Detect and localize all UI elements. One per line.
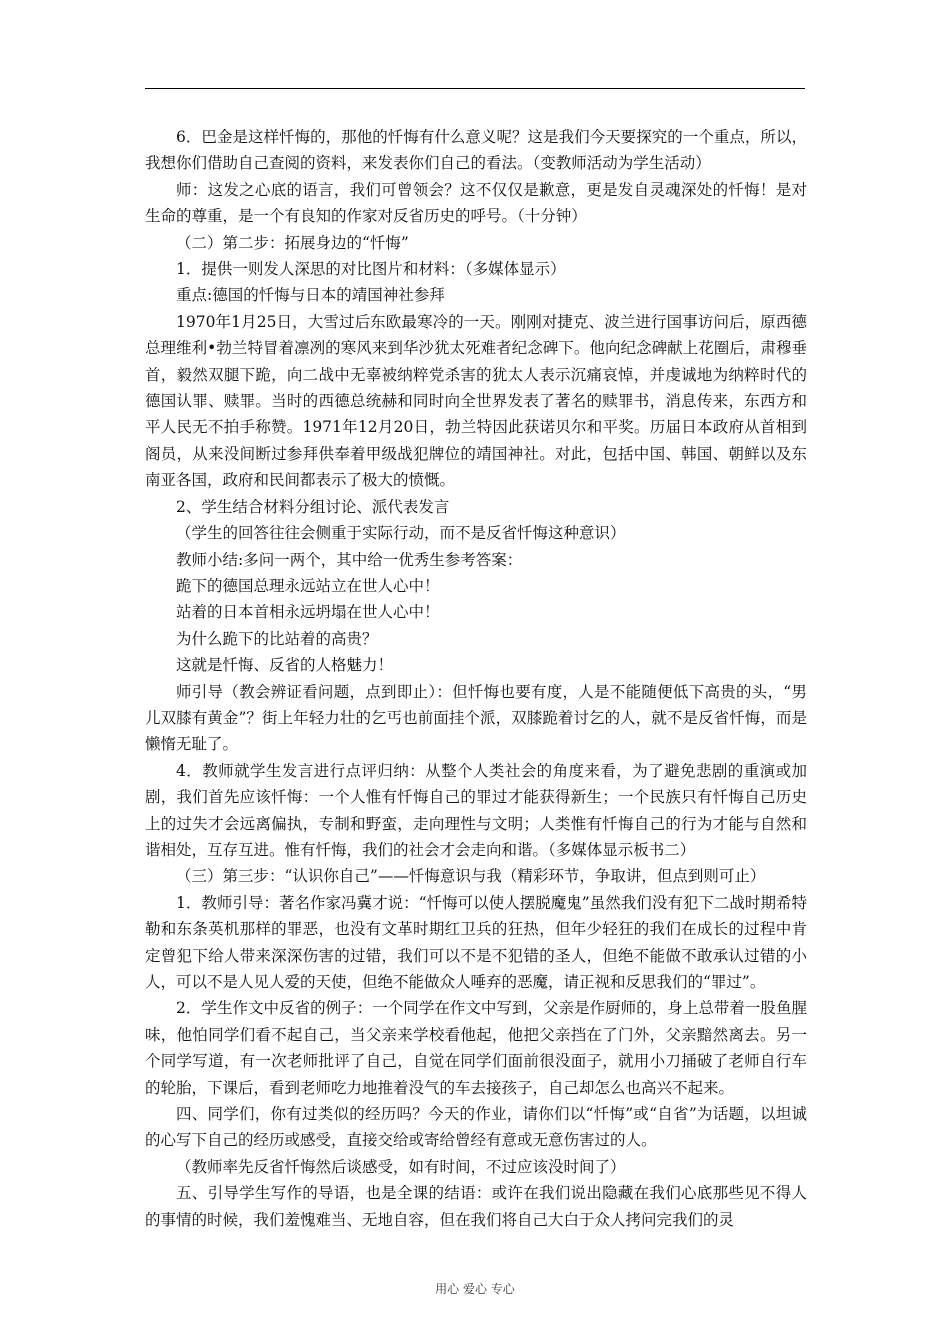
paragraph: 师引导（教会辨证看问题，点到即止）：但忏悔也要有度，人是不能随便低下高贵的头，“男儿双膝有黄金”？街上年轻力壮的乞丐也前面挂个派，双膝跪着讨乞的人，就不是反省忏悔，而是懒惰无耻了。 [145,682,807,754]
paragraph: 为什么跪下的比站着的高贵？ [176,629,378,648]
paragraph: 这就是忏悔、反省的人格魅力！ [176,656,394,675]
paragraph: 2．学生作文中反省的例子：一个同学在作文中写到，父亲是作厨师的，身上总带着一股鱼腥味，他怕同学们看不起自己，当父亲来学校看他起，他把父亲挡在了门外，父亲黯然离去。另一个同学写道，有一次老师批评了自己，自觉在同学们面前很没面子，就用小刀捅破了老师自行车的轮胎，下课后，看到老师吃力地推着没气的车去接孩子，自己却怎么也高兴不起来。 [145,999,807,1097]
paragraph: 重点:德国的忏悔与日本的靖国神社参拜 [176,286,445,305]
paragraph: 4．教师就学生发言进行点评归纳：从整个人类社会的角度来看，为了避免悲剧的重演或加剧，我们首先应该忏悔：一个人惟有忏悔自己的罪过才能获得新生；一个民族只有忏悔自己历史上的过失才会远离偏执，专制和野蛮，走向理性与文明；人类惟有忏悔自己的行为才能与自然和谐相处，互存互进。惟有忏悔，我们的社会才会走向和谐。（多媒体显示板书二） [145,761,807,859]
paragraph: 1．提供一则发人深思的对比图片和材料：（多媒体显示） [176,260,566,279]
paragraph: 1970年1月25日，大雪过后东欧最寒冷的一天。刚刚对捷克、波兰进行国事访问后，原西德总理维利•勃兰特冒着凛冽的寒风来到华沙犹太死难者纪念碑下。他向纪念碑献上花圈后，肃穆垂首，毅然双腿下跪，向二战中无辜被纳粹党杀害的犹太人表示沉痛哀悼，并虔诚地为纳粹时代的德国认罪、赎罪。当时的西德总统赫和同时向全世界发表了著名的赎罪书，消息传来，东西方和平人民无不拍手称赞。1971年12月20日，勃兰特因此获诺贝尔和平奖。历届日本政府从首相到阁员，从来没间断过参拜供奉着甲级战犯牌位的靖国神社。对此，包括中国、韩国、朝鲜以及东南亚各国，政府和民间都表示了极大的愤慨。 [145,312,807,490]
paragraph: （教师率先反省忏悔然后谈感受，如有时间，不过应该没时间了） [176,1157,626,1176]
paragraph: 站着的日本首相永远坍塌在世人心中！ [176,603,440,622]
paragraph: 跪下的德国总理永远站立在世人心中！ [176,576,440,595]
paragraph: 1．教师引导：著名作家冯冀才说：“忏悔可以使人摆脱魔鬼”虽然我们没有犯下二战时期希特勒和东条英机那样的罪恶，也没有文革时期红卫兵的狂热，但年少轻狂的我们在成长的过程中肯定曾犯下给人带来深深伤害的过错，我们可以不是不犯错的圣人，但绝不能做不敢承认过错的小人，可以不是人见人爱的天使，但绝不能做众人唾弃的恶魔，请正视和反思我们的“罪过”。 [145,893,807,991]
section-heading: （三）第三步：“认识你自己”——忏悔意识与我（精彩环节，争取讲，但点到则可止） [176,867,766,886]
paragraph: 五、引导学生写作的导语，也是全课的结语：或许在我们说出隐藏在我们心底那些见不得人的事情的时候，我们羞愧难当、无地自容，但在我们将自己大白于众人拷问完我们的灵 [145,1184,807,1229]
paragraph: 2、学生结合材料分组讨论、派代表发言 [176,497,450,516]
document-body [145,124,807,1233]
paragraph: 师：这发之心底的语言，我们可曾领会？这不仅仅是歉意，更是发自灵魂深处的忏悔！是对生命的尊重，是一个有良知的作家对反省历史的呼号。（十分钟） [145,180,807,226]
paragraph: （学生的回答往往会侧重于实际行动，而不是反省忏悔这种意识） [176,524,626,543]
paragraph: 四、同学们，你有过类似的经历吗？今天的作业，请你们以“忏悔”或“自省”为话题，以坦诚的心写下自己的经历或感受，直接交给或寄给曾经有意或无意伤害过的人。 [145,1105,807,1150]
paragraph: 6．巴金是这样忏悔的，那他的忏悔有什么意义呢？这是我们今天要探究的一个重点，所以，我想你们借助自己查阅的资料，来发表你们自己的看法。（变教师活动为学生活动） [145,128,807,173]
section-heading: （二）第二步：拓展身边的“忏悔” [176,233,409,252]
page-footer: 用心 爱心 专心 [435,1282,515,1296]
paragraph: 教师小结:多问一两个，其中给一优秀生参考答案： [176,550,523,569]
header-rule [145,88,805,89]
